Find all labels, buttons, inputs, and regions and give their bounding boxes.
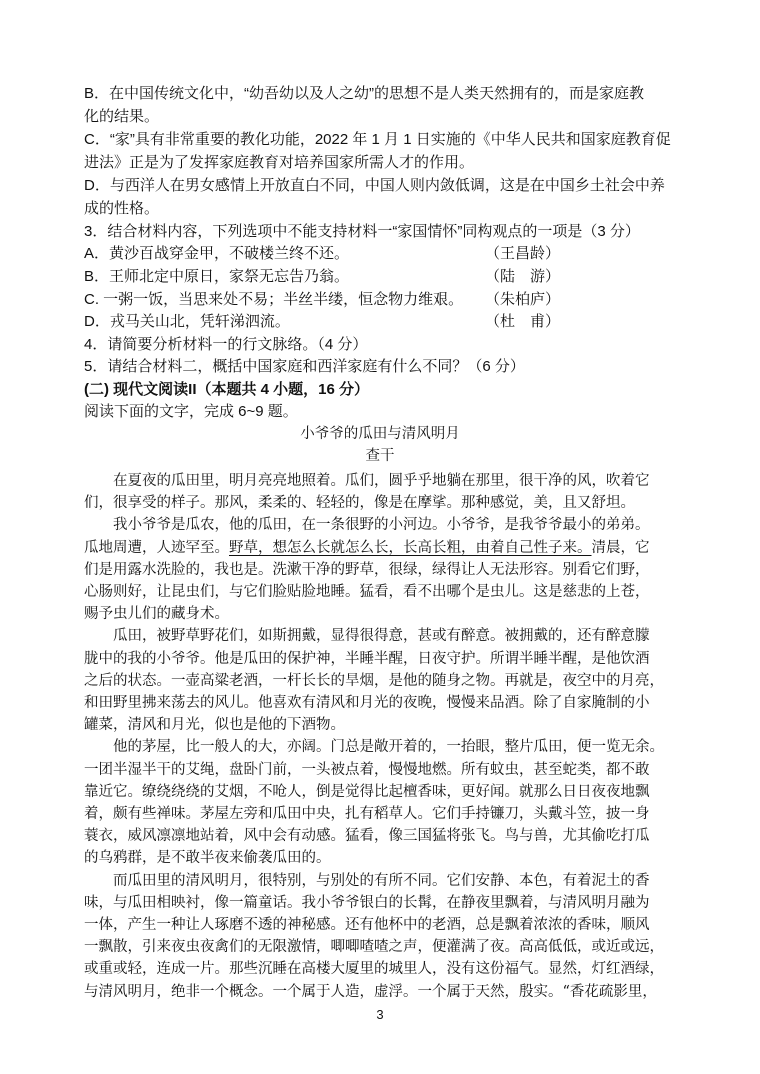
article-line: 或重或轻，连成一片。那些沉睡在高楼大厦里的城里人，没有这份福气。显然，灯红酒绿，	[84, 961, 664, 978]
article-line: 而瓜田里的清风明月，很特别，与别处的有所不同。它们安静、本色，有着泥土的香	[84, 872, 650, 889]
option-d-line-1: D．与西洋人在男女感情上开放直白不同，中国人则内敛低调，这是在中国乡土社会中养	[84, 177, 665, 194]
article-line: 与清风明月，绝非一个概念。一个属于人造，虚浮。一个属于天然，殷实。“香花疏影里，	[84, 983, 657, 1000]
article-line: 一飘散，引来夜虫夜禽们的无限激情，唧唧喳喳之声，便灌满了夜。高高低低，或近或远，	[84, 939, 664, 956]
option-d-line-2: 成的性格。	[84, 200, 160, 217]
article-line: 和田野里拂来荡去的风儿。他喜欢有清风和月光的夜晚，慢慢来品酒。除了自家腌制的小	[84, 695, 650, 711]
article-line: 我小爷爷是瓜农，他的瓜田，在一条很野的小河边。小爷爷，是我爷爷最小的弟弟。	[84, 517, 650, 534]
article-line: 在夏夜的瓜田里，明月亮亮地照着。瓜们，圆乎乎地躺在那里，很干净的风，吹着它	[84, 473, 650, 489]
article-line: 们，很享受的样子。那风，柔柔的、轻轻的，像是在摩挲。那种感觉，美，且又舒坦。	[84, 495, 635, 512]
underlined-sentence: 野草，想怎么长就怎么长，长高长粗，由着自己性子来。	[229, 539, 592, 556]
q3-option-d-source: （杜 甫）	[485, 313, 561, 330]
q3-option-c-source: （朱柏庐）	[485, 291, 561, 308]
article-line: 味，与瓜田相映衬，像一篇童话。我小爷爷银白的长髯，在静夜里飘着，与清风明月融为	[84, 894, 650, 911]
q3-option-b-source: （陆 游）	[485, 268, 561, 285]
option-b-line-2: 化的结果。	[84, 108, 160, 125]
article-line: 之后的状态。一壶高粱老酒，一杆长长的旱烟，是他的随身之物。再就是，夜空中的月亮，	[84, 672, 664, 689]
article-line: 赐予虫儿们的藏身术。	[84, 606, 229, 623]
article-line: 们是用露水洗脸的，我也是。洗漱干净的野草，很绿，绿得让人无法形容。别看它们野，	[84, 561, 650, 578]
article-line: 靠近它。缭绕绕绕的艾烟，不呛人，倒是觉得比起檀香味，更好闻。就那么日日夜夜地飘	[84, 783, 650, 800]
article-text: 清晨，它	[591, 539, 650, 556]
option-c-line-1: C．“家”具有非常重要的教化功能，2022 年 1 月 1 日实施的《中华人民共和国家庭教育促	[84, 131, 671, 148]
article-text: 瓜地周遭，人迹罕至。	[84, 539, 229, 556]
q3-option-a: A．黄沙百战穿金甲，不破楼兰终不还。	[84, 245, 350, 262]
article-line: 一团半湿半干的艾绳，盘卧门前，一头被点着，慢慢地燃。所有蚊虫，甚至蛇类，都不敢	[84, 761, 650, 778]
article-line-with-underline	[84, 537, 650, 559]
reading-instruction: 阅读下面的文字，完成 6~9 题。	[84, 403, 298, 420]
article-line: 瓜田，被野草野花们，如斯拥戴，显得很得意，甚或有醉意。被拥戴的，还有醉意朦	[84, 628, 650, 645]
article-line: 蓑衣，威风凛凛地站着，风中会有动感。猛看，像三国猛将张飞。鸟与兽，尤其偷吃打瓜	[84, 828, 650, 845]
article-line: 的乌鸦群，是不敢半夜来偷袭瓜田的。	[84, 850, 331, 867]
q3-option-b: B．王师北定中原日，家祭无忘告乃翁。	[84, 268, 350, 285]
q3-option-c: C. 一粥一饭，当思来处不易；半丝半缕，恒念物力维艰。	[84, 291, 464, 308]
question-4: 4．请简要分析材料一的行文脉络。（4 分）	[84, 336, 368, 353]
article-line: 心肠则好，让昆虫们，与它们脸贴脸地睡。猛看，看不出哪个是虫儿。这是慈悲的上苍，	[84, 584, 650, 600]
article-author: 查干	[365, 448, 395, 464]
option-c-line-2: 进法》正是为了发挥家庭教育对培养国家所需人才的作用。	[84, 154, 475, 171]
article-title: 小爷爷的瓜田与清风明月	[300, 426, 460, 442]
question-5: 5．请结合材料二，概括中国家庭和西洋家庭有什么不同？（6 分）	[84, 358, 525, 375]
article-line: 罐菜，清风和月光，似也是他的下酒物。	[84, 717, 345, 734]
article-line: 胧中的我的小爷爷。他是瓜田的保护神，半睡半醒，日夜守护。所谓半睡半醒，是他饮酒	[84, 650, 650, 667]
q3-option-a-source: （王昌龄）	[485, 245, 561, 262]
section-heading: (二) 现代文阅读II（本题共 4 小题，16 分）	[84, 381, 370, 398]
article-line: 他的茅屋，比一般人的大，亦阔。门总是敞开着的，一抬眼，整片瓜田，便一览无余。	[84, 739, 664, 756]
page-number: 3	[376, 1006, 384, 1022]
article-line: 一体，产生一种让人琢磨不透的神秘感。还有他杯中的老酒，总是飘着浓浓的香味，顺风	[84, 917, 650, 933]
question-3: 3．结合材料内容，下列选项中不能支持材料一“家国情怀”同构观点的一项是（3 分）	[84, 223, 640, 240]
q3-option-d: D．戎马关山北，凭轩涕泗流。	[84, 313, 290, 330]
article-line: 着，颇有些禅味。茅屋左旁和瓜田中央，扎有稻草人。它们手持镰刀，头戴斗笠，披一身	[84, 806, 650, 822]
option-b-line-1: B．在中国传统文化中，“幼吾幼以及人之幼”的思想不是人类天然拥有的，而是家庭教	[84, 85, 644, 102]
